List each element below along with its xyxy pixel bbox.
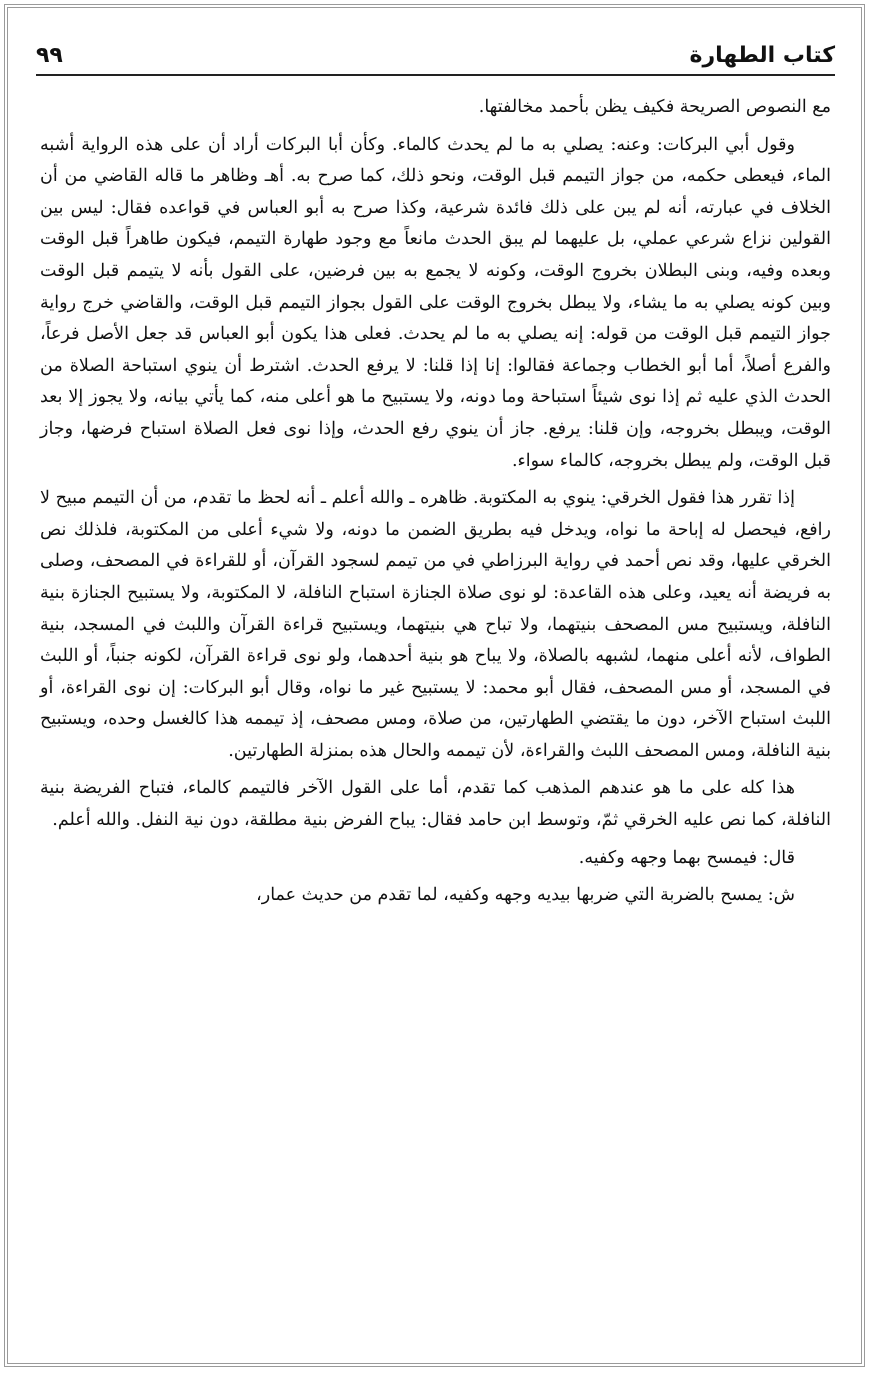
running-title: كتاب الطهارة xyxy=(689,42,835,68)
paragraph-6: ش: يمسح بالضربة التي ضربها بيديه وجهه وكفيه، لما تقدم من حديث عمار، xyxy=(256,885,795,906)
paragraph-3: إذا تقرر هذا فقول الخرقي: ينوي به المكتوبة. ظاهره ـ والله أعلم ـ أنه لحظ ما تقدم، من أن التيمم مبيح لا رافع، فيحصل له إباحة ما نواه، ويدخل فيه بطريق الضمن ما دونه، ولا شيء أعلى من المكتوبة، فلذلك نص الخرقي عليها، وقد نص أحمد في رواية البرزاطي في من تيمم لسجود القرآن، أو للقراءة في المصحف، وصلى به فريضة أنه يعيد، وعلى هذه القاعدة: لو نوى صلاة الجنازة استباح النافلة، لا المكتوبة، ولا يستبيح الجنازة بنية النافلة، ويستبيح مس المصحف بنيتهما، ولا تباح هي بنيتهما، ويستبيح قراءة القرآن واللبث في المسجد، بنية الطواف، لأنه أعلى منهما، لشبهه بالصلاة، ولا يباح هو بنية أحدهما، ولو نوى قراءة القرآن، لكونه جنباً، أو اللبث في المسجد، أو مس المصحف، فقال أبو محمد: لا يستبيح غير ما نواه، وقال أبو البركات: إن نوى القراءة، أو اللبث استباح الآخر، دون ما يقتضي الطهارتين، من صلاة، ومس مصحف، إذ تيممه هذا كالغسل وحده، ويستبيح بنية النافلة، ومس المصحف اللبث والقراءة، لأن تيممه والحال هذه بمنزلة الطهارتين. xyxy=(40,488,831,761)
paragraph-1: مع النصوص الصريحة فكيف يظن بأحمد مخالفتها. xyxy=(478,97,831,117)
paragraph-2: وقول أبي البركات: وعنه: يصلي به ما لم يحدث كالماء. وكأن أبا البركات أراد أن على هذه الرواية أشبه الماء، فيعطى حكمه، من جواز التيمم قبل الوقت، ونحو ذلك، كما صرح به. أهـ وظاهر ما قاله القاضي من أن الخلاف في عبارته، أنه لم يبن على ذلك فائدة شرعية، وكذا صرح به أبو العباس في قواعده فقال: ليس بين القولين نزاع شرعي عملي، بل عليهما لم يبق الحدث مانعاً مع وجود طهارة التيمم، فيكون طاهراً قبل الوقت وبعده وفيه، وبنى البطلان بخروج الوقت، وكونه لا يجمع به بين فرضين، على القول بأنه لا يتيمم قبل الوقت وبين كونه يصلي به ما يشاء، ولا يبطل بخروج الوقت على القول بجواز التيمم قبل الوقت، والقاضي خرج رواية جواز التيمم قبل الوقت من قوله: إنه يصلي به ما لم يحدث. فعلى هذا يكون أبو العباس قد جعل الأصل فرعاً، والفرع أصلاً، أما أبو الخطاب وجماعة فقالوا: إنا إذا قلنا: لا يرفع الحدث. اشترط أن ينوي استباحة الصلاة من الحدث الذي عليه ثم إذا نوى شيئاً استباحة وما دونه، ولا يستبيح ما هو أعلى منه، كما يأتي بيانه، ولا يجوز إلا بعد الوقت، ويبطل بخروجه، وإن قلنا: يرفع. جاز أن ينوي رفع الحدث، وإذا نوى فعل الصلاة استباح فرضها، وجاز قبل الوقت، ولم يبطل بخروجه، كالماء سواء. xyxy=(40,134,831,471)
paragraph-5: قال: فيمسح بهما وجهه وكفيه. xyxy=(578,847,795,868)
page-number: ٩٩ xyxy=(36,42,63,68)
page-body xyxy=(40,92,831,918)
page-header xyxy=(36,36,835,76)
paragraph-4: هذا كله على ما هو عندهم المذهب كما تقدم، أما على القول الآخر فالتيمم كالماء، فتباح الفريضة بنية النافلة، كما نص عليه الخرقي ثمّ، وتوسط ابن حامد فقال: يباح الفرض بنية مطلقة، دون نية النفل. والله أعلم. xyxy=(40,778,831,831)
